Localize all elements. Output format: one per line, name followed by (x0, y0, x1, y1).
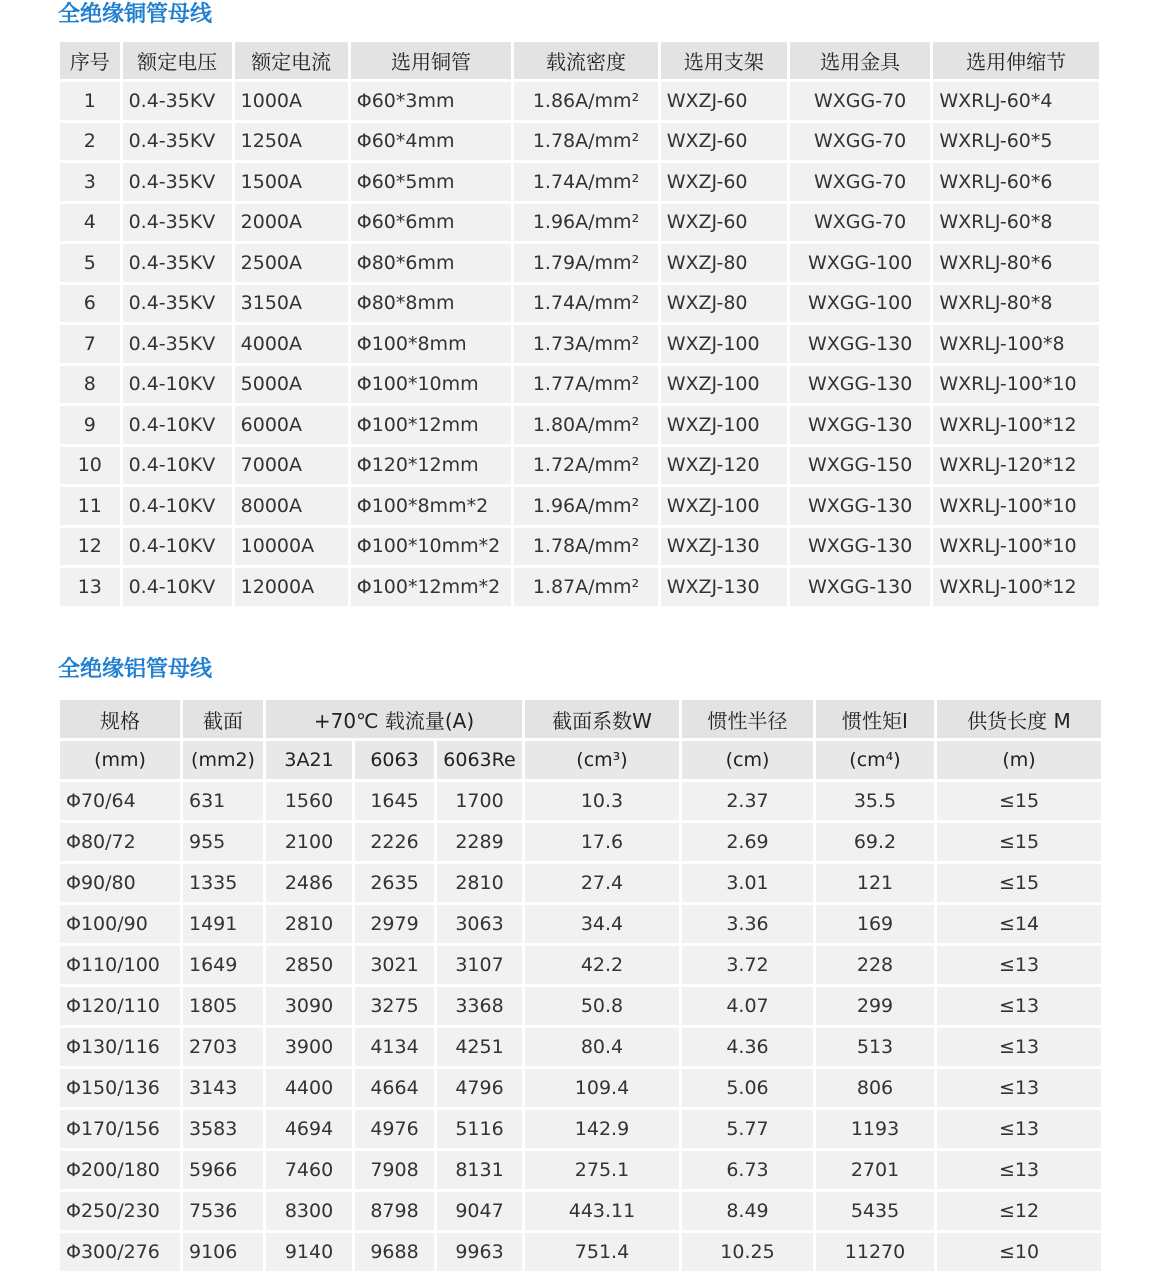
unit-section: (mm2) (183, 741, 263, 779)
cell-rated-current: 8000A (235, 487, 348, 525)
cell-section: 3143 (183, 1069, 263, 1107)
cell-ampacity-6063re: 9047 (437, 1192, 522, 1230)
cell-index: 11 (60, 487, 120, 525)
cell-ampacity-6063re: 5116 (437, 1110, 522, 1148)
cell-current-density: 1.74A/mm² (514, 285, 657, 323)
cell-current-density: 1.79A/mm² (514, 244, 657, 282)
cell-rated-voltage: 0.4-10KV (123, 366, 232, 404)
table-row (60, 325, 1099, 363)
cell-fitting: WXGG-130 (790, 487, 930, 525)
cell-rated-current: 12000A (235, 568, 348, 606)
cell-expansion-joint: WXRLJ-60*6 (933, 163, 1099, 201)
cell-section: 1649 (183, 946, 263, 984)
cell-rated-voltage: 0.4-35KV (123, 325, 232, 363)
cell-bracket: WXZJ-100 (661, 325, 787, 363)
cell-current-density: 1.77A/mm² (514, 366, 657, 404)
cell-spec: Φ80/72 (60, 823, 180, 861)
cell-ampacity-6063: 3275 (355, 987, 434, 1025)
table-row (60, 123, 1099, 161)
cell-bracket: WXZJ-100 (661, 406, 787, 444)
cell-supply-length: ≤13 (937, 1151, 1101, 1189)
cell-rated-voltage: 0.4-35KV (123, 204, 232, 242)
table-row (60, 905, 1101, 943)
cell-spec: Φ100/90 (60, 905, 180, 943)
cell-rated-voltage: 0.4-10KV (123, 406, 232, 444)
cell-supply-length: ≤15 (937, 782, 1101, 820)
cell-supply-length: ≤13 (937, 1028, 1101, 1066)
cell-rated-current: 6000A (235, 406, 348, 444)
cell-rated-voltage: 0.4-10KV (123, 568, 232, 606)
cell-rated-current: 2000A (235, 204, 348, 242)
cell-ampacity-6063: 9688 (355, 1233, 434, 1271)
cell-rated-voltage: 0.4-10KV (123, 528, 232, 566)
cell-radius-of-gyration: 3.01 (682, 864, 813, 902)
table-row (60, 1233, 1101, 1271)
cell-ampacity-6063: 4664 (355, 1069, 434, 1107)
cell-index: 13 (60, 568, 120, 606)
cell-ampacity-6063: 4976 (355, 1110, 434, 1148)
cell-ampacity-3a21: 2486 (266, 864, 352, 902)
aluminum-header-row (60, 700, 1101, 738)
unit-length: (m) (937, 741, 1101, 779)
cell-bracket: WXZJ-130 (661, 528, 787, 566)
cell-ampacity-6063: 1645 (355, 782, 434, 820)
header-supply-length: 供货长度 M (937, 700, 1101, 738)
cell-moment-of-inertia: 513 (816, 1028, 934, 1066)
cell-expansion-joint: WXRLJ-60*5 (933, 123, 1099, 161)
cell-moment-of-inertia: 228 (816, 946, 934, 984)
cell-ampacity-3a21: 2850 (266, 946, 352, 984)
cell-expansion-joint: WXRLJ-100*12 (933, 568, 1099, 606)
cell-section-modulus: 10.3 (525, 782, 679, 820)
cell-copper-tube: Φ60*6mm (351, 204, 512, 242)
cell-fitting: WXGG-130 (790, 568, 930, 606)
cell-ampacity-6063: 7908 (355, 1151, 434, 1189)
cell-bracket: WXZJ-60 (661, 204, 787, 242)
cell-section-modulus: 34.4 (525, 905, 679, 943)
cell-current-density: 1.96A/mm² (514, 487, 657, 525)
cell-supply-length: ≤13 (937, 1069, 1101, 1107)
cell-section: 2703 (183, 1028, 263, 1066)
cell-section: 5966 (183, 1151, 263, 1189)
cell-index: 12 (60, 528, 120, 566)
cell-ampacity-3a21: 2810 (266, 905, 352, 943)
copper-busbar-table (57, 39, 1102, 609)
cell-spec: Φ300/276 (60, 1233, 180, 1271)
cell-ampacity-6063: 2635 (355, 864, 434, 902)
cell-spec: Φ250/230 (60, 1192, 180, 1230)
cell-copper-tube: Φ80*6mm (351, 244, 512, 282)
cell-copper-tube: Φ100*10mm (351, 366, 512, 404)
cell-rated-current: 5000A (235, 366, 348, 404)
table-row (60, 568, 1099, 606)
cell-section: 955 (183, 823, 263, 861)
table-row (60, 204, 1099, 242)
cell-ampacity-6063: 3021 (355, 946, 434, 984)
cell-fitting: WXGG-100 (790, 285, 930, 323)
cell-ampacity-3a21: 1560 (266, 782, 352, 820)
header-copper-tube: 选用铜管 (351, 42, 512, 79)
cell-ampacity-3a21: 4400 (266, 1069, 352, 1107)
cell-supply-length: ≤15 (937, 823, 1101, 861)
cell-supply-length: ≤10 (937, 1233, 1101, 1271)
cell-expansion-joint: WXRLJ-100*8 (933, 325, 1099, 363)
header-fitting: 选用金具 (790, 42, 930, 79)
cell-rated-current: 2500A (235, 244, 348, 282)
cell-current-density: 1.73A/mm² (514, 325, 657, 363)
cell-ampacity-3a21: 9140 (266, 1233, 352, 1271)
cell-copper-tube: Φ60*3mm (351, 82, 512, 120)
cell-moment-of-inertia: 11270 (816, 1233, 934, 1271)
cell-copper-tube: Φ60*5mm (351, 163, 512, 201)
table-row (60, 1069, 1101, 1107)
table-row (60, 487, 1099, 525)
cell-moment-of-inertia: 69.2 (816, 823, 934, 861)
cell-current-density: 1.80A/mm² (514, 406, 657, 444)
cell-current-density: 1.86A/mm² (514, 82, 657, 120)
cell-spec: Φ110/100 (60, 946, 180, 984)
cell-ampacity-6063: 4134 (355, 1028, 434, 1066)
cell-radius-of-gyration: 4.36 (682, 1028, 813, 1066)
cell-moment-of-inertia: 169 (816, 905, 934, 943)
table-row (60, 1151, 1101, 1189)
cell-ampacity-3a21: 3090 (266, 987, 352, 1025)
cell-index: 8 (60, 366, 120, 404)
cell-ampacity-3a21: 2100 (266, 823, 352, 861)
cell-ampacity-6063re: 3368 (437, 987, 522, 1025)
cell-section: 1335 (183, 864, 263, 902)
cell-copper-tube: Φ100*12mm*2 (351, 568, 512, 606)
cell-section-modulus: 275.1 (525, 1151, 679, 1189)
cell-fitting: WXGG-130 (790, 366, 930, 404)
cell-section: 3583 (183, 1110, 263, 1148)
cell-spec: Φ120/110 (60, 987, 180, 1025)
cell-spec: Φ170/156 (60, 1110, 180, 1148)
cell-rated-current: 7000A (235, 447, 348, 485)
aluminum-busbar-title: 全绝缘铝管母线 (58, 657, 213, 682)
cell-index: 6 (60, 285, 120, 323)
cell-ampacity-6063: 2226 (355, 823, 434, 861)
cell-bracket: WXZJ-60 (661, 82, 787, 120)
cell-section-modulus: 50.8 (525, 987, 679, 1025)
table-row (60, 82, 1099, 120)
cell-spec: Φ200/180 (60, 1151, 180, 1189)
cell-ampacity-6063: 8798 (355, 1192, 434, 1230)
cell-expansion-joint: WXRLJ-80*8 (933, 285, 1099, 323)
cell-radius-of-gyration: 3.72 (682, 946, 813, 984)
cell-section-modulus: 27.4 (525, 864, 679, 902)
table-row (60, 447, 1099, 485)
cell-section: 9106 (183, 1233, 263, 1271)
table-row (60, 1110, 1101, 1148)
copper-busbar-title: 全绝缘铜管母线 (58, 2, 213, 27)
cell-expansion-joint: WXRLJ-80*6 (933, 244, 1099, 282)
cell-bracket: WXZJ-80 (661, 285, 787, 323)
cell-bracket: WXZJ-120 (661, 447, 787, 485)
cell-expansion-joint: WXRLJ-60*4 (933, 82, 1099, 120)
cell-ampacity-3a21: 3900 (266, 1028, 352, 1066)
cell-radius-of-gyration: 5.77 (682, 1110, 813, 1148)
cell-rated-current: 1250A (235, 123, 348, 161)
cell-ampacity-6063re: 3107 (437, 946, 522, 984)
table-row (60, 1028, 1101, 1066)
cell-copper-tube: Φ100*12mm (351, 406, 512, 444)
cell-bracket: WXZJ-100 (661, 366, 787, 404)
table-row (60, 1192, 1101, 1230)
cell-rated-voltage: 0.4-10KV (123, 447, 232, 485)
cell-index: 4 (60, 204, 120, 242)
cell-expansion-joint: WXRLJ-60*8 (933, 204, 1099, 242)
cell-rated-current: 3150A (235, 285, 348, 323)
unit-6063: 6063 (355, 741, 434, 779)
cell-bracket: WXZJ-80 (661, 244, 787, 282)
cell-ampacity-6063re: 2289 (437, 823, 522, 861)
cell-radius-of-gyration: 10.25 (682, 1233, 813, 1271)
cell-spec: Φ90/80 (60, 864, 180, 902)
cell-current-density: 1.78A/mm² (514, 528, 657, 566)
cell-copper-tube: Φ100*10mm*2 (351, 528, 512, 566)
cell-fitting: WXGG-130 (790, 528, 930, 566)
cell-supply-length: ≤13 (937, 987, 1101, 1025)
cell-expansion-joint: WXRLJ-100*10 (933, 366, 1099, 404)
table-row (60, 782, 1101, 820)
cell-section-modulus: 109.4 (525, 1069, 679, 1107)
cell-radius-of-gyration: 2.69 (682, 823, 813, 861)
cell-index: 9 (60, 406, 120, 444)
cell-expansion-joint: WXRLJ-100*10 (933, 487, 1099, 525)
cell-copper-tube: Φ100*8mm*2 (351, 487, 512, 525)
cell-radius-of-gyration: 6.73 (682, 1151, 813, 1189)
cell-ampacity-6063re: 9963 (437, 1233, 522, 1271)
cell-section-modulus: 751.4 (525, 1233, 679, 1271)
header-radius-of-gyration: 惯性半径 (682, 700, 813, 738)
cell-rated-current: 10000A (235, 528, 348, 566)
header-section-modulus: 截面系数W (525, 700, 679, 738)
cell-rated-voltage: 0.4-35KV (123, 82, 232, 120)
cell-current-density: 1.72A/mm² (514, 447, 657, 485)
cell-copper-tube: Φ60*4mm (351, 123, 512, 161)
header-moment-of-inertia: 惯性矩I (816, 700, 934, 738)
unit-radius: (cm) (682, 741, 813, 779)
cell-expansion-joint: WXRLJ-100*12 (933, 406, 1099, 444)
header-section: 截面 (183, 700, 263, 738)
header-rated-current: 额定电流 (235, 42, 348, 79)
cell-section-modulus: 42.2 (525, 946, 679, 984)
cell-rated-current: 1000A (235, 82, 348, 120)
table-row (60, 366, 1099, 404)
cell-current-density: 1.78A/mm² (514, 123, 657, 161)
cell-fitting: WXGG-70 (790, 123, 930, 161)
cell-rated-voltage: 0.4-35KV (123, 285, 232, 323)
cell-bracket: WXZJ-100 (661, 487, 787, 525)
cell-ampacity-3a21: 4694 (266, 1110, 352, 1148)
table-row (60, 823, 1101, 861)
cell-moment-of-inertia: 806 (816, 1069, 934, 1107)
table-row (60, 864, 1101, 902)
cell-index: 7 (60, 325, 120, 363)
cell-ampacity-6063re: 8131 (437, 1151, 522, 1189)
cell-rated-voltage: 0.4-35KV (123, 123, 232, 161)
cell-expansion-joint: WXRLJ-120*12 (933, 447, 1099, 485)
cell-ampacity-6063re: 4251 (437, 1028, 522, 1066)
cell-moment-of-inertia: 35.5 (816, 782, 934, 820)
cell-current-density: 1.87A/mm² (514, 568, 657, 606)
cell-bracket: WXZJ-60 (661, 123, 787, 161)
cell-radius-of-gyration: 8.49 (682, 1192, 813, 1230)
cell-moment-of-inertia: 2701 (816, 1151, 934, 1189)
unit-6063re: 6063Re (437, 741, 522, 779)
cell-supply-length: ≤14 (937, 905, 1101, 943)
cell-moment-of-inertia: 299 (816, 987, 934, 1025)
cell-index: 10 (60, 447, 120, 485)
aluminum-busbar-table (57, 697, 1104, 1274)
cell-fitting: WXGG-130 (790, 325, 930, 363)
unit-spec: (mm) (60, 741, 180, 779)
cell-current-density: 1.74A/mm² (514, 163, 657, 201)
table-row (60, 163, 1099, 201)
header-spec: 规格 (60, 700, 180, 738)
aluminum-units-row (60, 741, 1101, 779)
unit-inertia: (cm⁴) (816, 741, 934, 779)
cell-section-modulus: 142.9 (525, 1110, 679, 1148)
cell-index: 3 (60, 163, 120, 201)
cell-fitting: WXGG-150 (790, 447, 930, 485)
cell-fitting: WXGG-100 (790, 244, 930, 282)
cell-ampacity-3a21: 7460 (266, 1151, 352, 1189)
table-row (60, 244, 1099, 282)
cell-ampacity-3a21: 8300 (266, 1192, 352, 1230)
cell-ampacity-6063re: 3063 (437, 905, 522, 943)
cell-bracket: WXZJ-60 (661, 163, 787, 201)
cell-fitting: WXGG-70 (790, 82, 930, 120)
header-index: 序号 (60, 42, 120, 79)
cell-section-modulus: 17.6 (525, 823, 679, 861)
cell-section: 1805 (183, 987, 263, 1025)
cell-ampacity-6063re: 1700 (437, 782, 522, 820)
cell-spec: Φ70/64 (60, 782, 180, 820)
cell-current-density: 1.96A/mm² (514, 204, 657, 242)
cell-index: 1 (60, 82, 120, 120)
unit-3a21: 3A21 (266, 741, 352, 779)
table-row (60, 987, 1101, 1025)
cell-fitting: WXGG-70 (790, 204, 930, 242)
cell-supply-length: ≤13 (937, 946, 1101, 984)
cell-radius-of-gyration: 4.07 (682, 987, 813, 1025)
header-current-density: 载流密度 (514, 42, 657, 79)
cell-radius-of-gyration: 3.36 (682, 905, 813, 943)
cell-rated-voltage: 0.4-35KV (123, 163, 232, 201)
cell-fitting: WXGG-130 (790, 406, 930, 444)
cell-supply-length: ≤15 (937, 864, 1101, 902)
cell-expansion-joint: WXRLJ-100*10 (933, 528, 1099, 566)
unit-modulus: (cm³) (525, 741, 679, 779)
cell-supply-length: ≤13 (937, 1110, 1101, 1148)
cell-moment-of-inertia: 121 (816, 864, 934, 902)
cell-rated-voltage: 0.4-10KV (123, 487, 232, 525)
cell-fitting: WXGG-70 (790, 163, 930, 201)
cell-radius-of-gyration: 5.06 (682, 1069, 813, 1107)
cell-section: 631 (183, 782, 263, 820)
cell-ampacity-6063re: 4796 (437, 1069, 522, 1107)
cell-section: 7536 (183, 1192, 263, 1230)
copper-header-row (60, 42, 1099, 79)
cell-index: 5 (60, 244, 120, 282)
cell-rated-current: 4000A (235, 325, 348, 363)
table-row (60, 528, 1099, 566)
cell-section-modulus: 443.11 (525, 1192, 679, 1230)
cell-copper-tube: Φ100*8mm (351, 325, 512, 363)
cell-section: 1491 (183, 905, 263, 943)
header-ampacity: +70℃ 载流量(A) (266, 700, 522, 738)
header-expansion-joint: 选用伸缩节 (933, 42, 1099, 79)
cell-radius-of-gyration: 2.37 (682, 782, 813, 820)
header-rated-voltage: 额定电压 (123, 42, 232, 79)
cell-ampacity-6063re: 2810 (437, 864, 522, 902)
cell-rated-voltage: 0.4-35KV (123, 244, 232, 282)
table-row (60, 946, 1101, 984)
cell-copper-tube: Φ80*8mm (351, 285, 512, 323)
cell-rated-current: 1500A (235, 163, 348, 201)
cell-spec: Φ150/136 (60, 1069, 180, 1107)
cell-index: 2 (60, 123, 120, 161)
cell-supply-length: ≤12 (937, 1192, 1101, 1230)
cell-moment-of-inertia: 1193 (816, 1110, 934, 1148)
header-bracket: 选用支架 (661, 42, 787, 79)
cell-section-modulus: 80.4 (525, 1028, 679, 1066)
cell-ampacity-6063: 2979 (355, 905, 434, 943)
table-row (60, 285, 1099, 323)
cell-copper-tube: Φ120*12mm (351, 447, 512, 485)
cell-spec: Φ130/116 (60, 1028, 180, 1066)
cell-moment-of-inertia: 5435 (816, 1192, 934, 1230)
cell-bracket: WXZJ-130 (661, 568, 787, 606)
table-row (60, 406, 1099, 444)
